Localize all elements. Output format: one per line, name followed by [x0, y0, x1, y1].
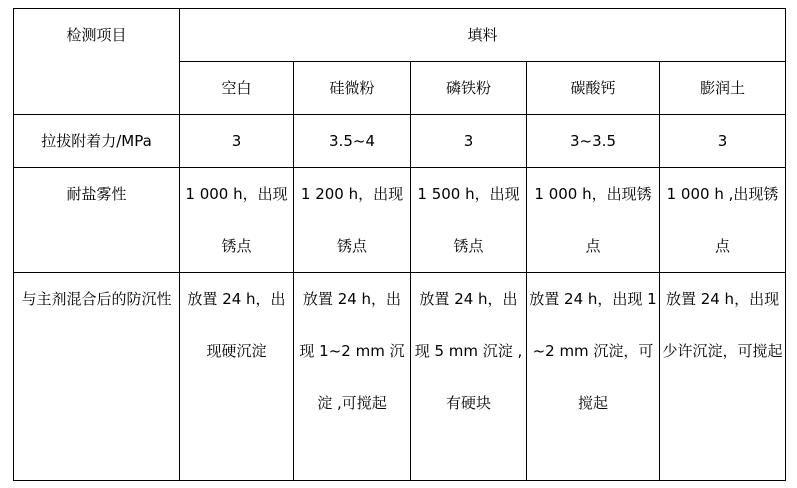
table-cell: 1 000 h，出现锈点 [527, 168, 660, 273]
table-cell: 3~3.5 [527, 115, 660, 168]
row-label: 耐盐雾性 [14, 168, 180, 273]
table-cell: 1 000 h，出现锈点 [180, 168, 294, 273]
table-cell: 放置 24 h，出现硬沉淀 [180, 273, 294, 481]
corner-label: 检测项目 [14, 9, 180, 115]
row-label: 拉拔附着力/MPa [14, 115, 180, 168]
table-row [14, 168, 786, 273]
table-cell: 3 [180, 115, 294, 168]
header-row [14, 9, 786, 62]
table-cell: 1 200 h，出现锈点 [294, 168, 411, 273]
table-row [14, 273, 786, 481]
table-cell: 3 [660, 115, 786, 168]
column-header: 硅微粉 [294, 62, 411, 115]
table-cell: 3.5~4 [294, 115, 411, 168]
data-table [13, 8, 786, 481]
column-header: 磷铁粉 [411, 62, 527, 115]
table-cell: 放置 24 h，出现 1~2 mm 沉淀 ,可搅起 [294, 273, 411, 481]
table-cell: 放置 24 h，出现 5 mm 沉淀 ,有硬块 [411, 273, 527, 481]
table-row [14, 115, 786, 168]
table-cell: 1 500 h，出现锈点 [411, 168, 527, 273]
table-cell: 放置 24 h，出现少许沉淀，可搅起 [660, 273, 786, 481]
row-label: 与主剂混合后的防沉性 [14, 273, 180, 481]
column-header: 膨润土 [660, 62, 786, 115]
table-cell: 放置 24 h，出现 1~2 mm 沉淀，可搅起 [527, 273, 660, 481]
group-header: 填料 [180, 9, 786, 62]
table-cell: 3 [411, 115, 527, 168]
column-header: 碳酸钙 [527, 62, 660, 115]
table-cell: 1 000 h ,出现锈点 [660, 168, 786, 273]
column-header: 空白 [180, 62, 294, 115]
